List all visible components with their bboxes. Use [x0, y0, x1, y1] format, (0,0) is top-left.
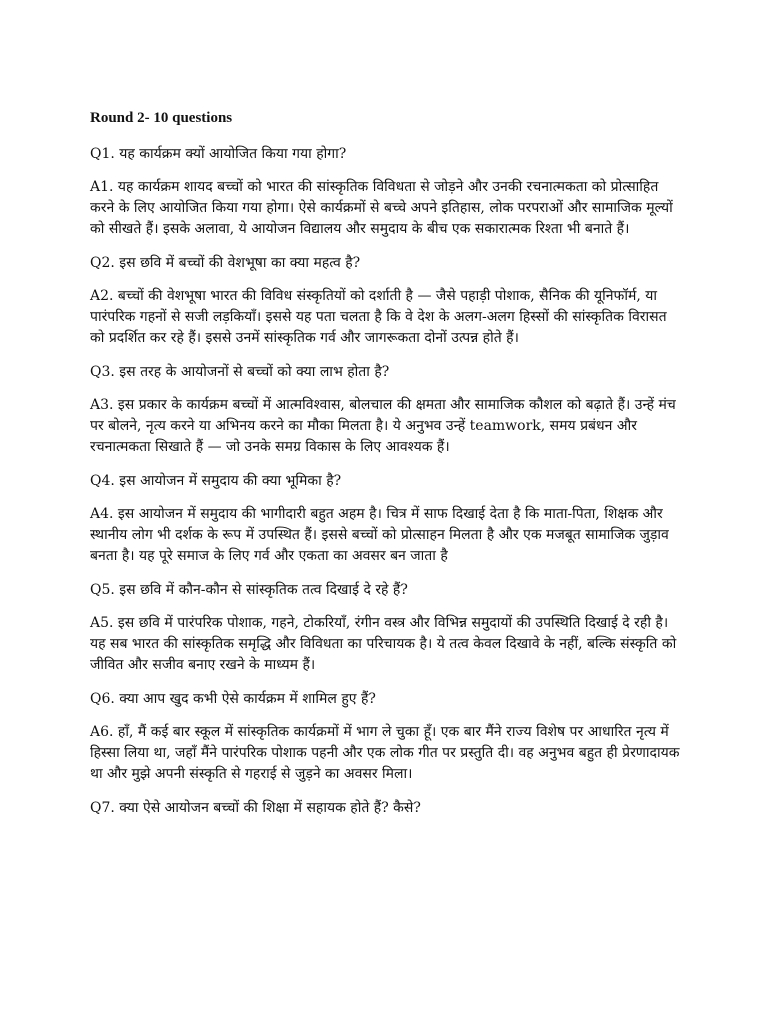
answer-1: A1. यह कार्यक्रम शायद बच्चों को भारत की सांस्कृतिक विविधता से जोड़ने और उनकी रचनात्मकता को प्रोत्साहित करने के लिए आयोजित किया गया होगा। ऐसे कार्यक्रमों से बच्चे अपने इतिहास, लोक परपराओं और सामाजिक मूल्यों को सीखते हैं। इसके अलावा, ये आयोजन विद्यालय और समुदाय के बीच एक सकारात्मक रिश्ता भी बनाते हैं।	[90, 179, 673, 237]
question-3: Q3. इस तरह के आयोजनों से बच्चों को क्या लाभ होता है?	[90, 364, 390, 380]
qa-item-3	[90, 362, 680, 458]
answer-6: A6. हाँ, मैं कई बार स्कूल में सांस्कृतिक कार्यक्रमों में भाग ले चुका हूँ। एक बार मैंने राज्य विशेष पर आधारित नृत्य में हिस्सा लिया था, जहाँ मैंने पारंपरिक पोशाक पहनी और एक लोक गीत पर प्रस्तुति दी। वह अनुभव बहुत ही प्रेरणादायक था और मुझे अपनी संस्कृति से गहराई से जुड़ने का अवसर मिला।	[90, 724, 680, 782]
question-1: Q1. यह कार्यक्रम क्यों आयोजित किया गया होगा?	[90, 146, 347, 162]
qa-item-4	[90, 471, 680, 567]
qa-item-7	[90, 798, 680, 819]
document-page	[90, 108, 680, 831]
round-heading: Round 2- 10 questions	[90, 110, 233, 126]
qa-item-2	[90, 253, 680, 349]
question-7: Q7. क्या ऐसे आयोजन बच्चों की शिक्षा में सहायक होते हैं? कैसे?	[90, 800, 421, 816]
question-6: Q6. क्या आप खुद कभी ऐसे कार्यक्रम में शामिल हुए हैं?	[90, 691, 376, 707]
question-5: Q5. इस छवि में कौन-कौन से सांस्कृतिक तत्व दिखाई दे रहे हैं?	[90, 582, 408, 598]
answer-2: A2. बच्चों की वेशभूषा भारत की विविध संस्कृतियों को दर्शाती है — जैसे पहाड़ी पोशाक, सैनिक की यूनिफॉर्म, या पारंपरिक गहनों से सजी लड़कियाँ। इससे यह पता चलता है कि वे देश के अलग-अलग हिस्सों की सांस्कृतिक विरासत को प्रदर्शित कर रहे हैं। इससे उनमें सांस्कृतिक गर्व और जागरूकता दोनों उत्पन्न होते हैं।	[90, 288, 667, 346]
qa-item-1	[90, 144, 680, 240]
answer-3: A3. इस प्रकार के कार्यक्रम बच्चों में आत्मविश्वास, बोलचाल की क्षमता और सामाजिक कौशल को बढ़ाते हैं। उन्हें मंच पर बोलने, नृत्य करने या अभिनय करने का मौका मिलता है। ये अनुभव उन्हें teamwork, समय प्रबंधन और रचनात्मकता सिखाते हैं — जो उनके समग्र विकास के लिए आवश्यक हैं।	[90, 397, 676, 455]
answer-5: A5. इस छवि में पारंपरिक पोशाक, गहने, टोकरियाँ, रंगीन वस्त्र और विभिन्न समुदायों की उपस्थिति दिखाई दे रही है। यह सब भारत की सांस्कृतिक समृद्धि और विविधता का परिचायक है। ये तत्व केवल दिखावे के नहीं, बल्कि संस्कृति को जीवित और सजीव बनाए रखने के माध्यम हैं।	[90, 615, 677, 673]
qa-item-6	[90, 689, 680, 785]
qa-item-5	[90, 580, 680, 676]
question-2: Q2. इस छवि में बच्चों की वेशभूषा का क्या महत्व है?	[90, 255, 361, 271]
question-4: Q4. इस आयोजन में समुदाय की क्या भूमिका है?	[90, 473, 342, 489]
answer-4: A4. इस आयोजन में समुदाय की भागीदारी बहुत अहम है। चित्र में साफ दिखाई देता है कि माता-पिता, शिक्षक और स्थानीय लोग भी दर्शक के रूप में उपस्थित हैं। इससे बच्चों को प्रोत्साहन मिलता है और एक मजबूत सामाजिक जुड़ाव बनता है। यह पूरे समाज के लिए गर्व और एकता का अवसर बन जाता है	[90, 506, 669, 564]
